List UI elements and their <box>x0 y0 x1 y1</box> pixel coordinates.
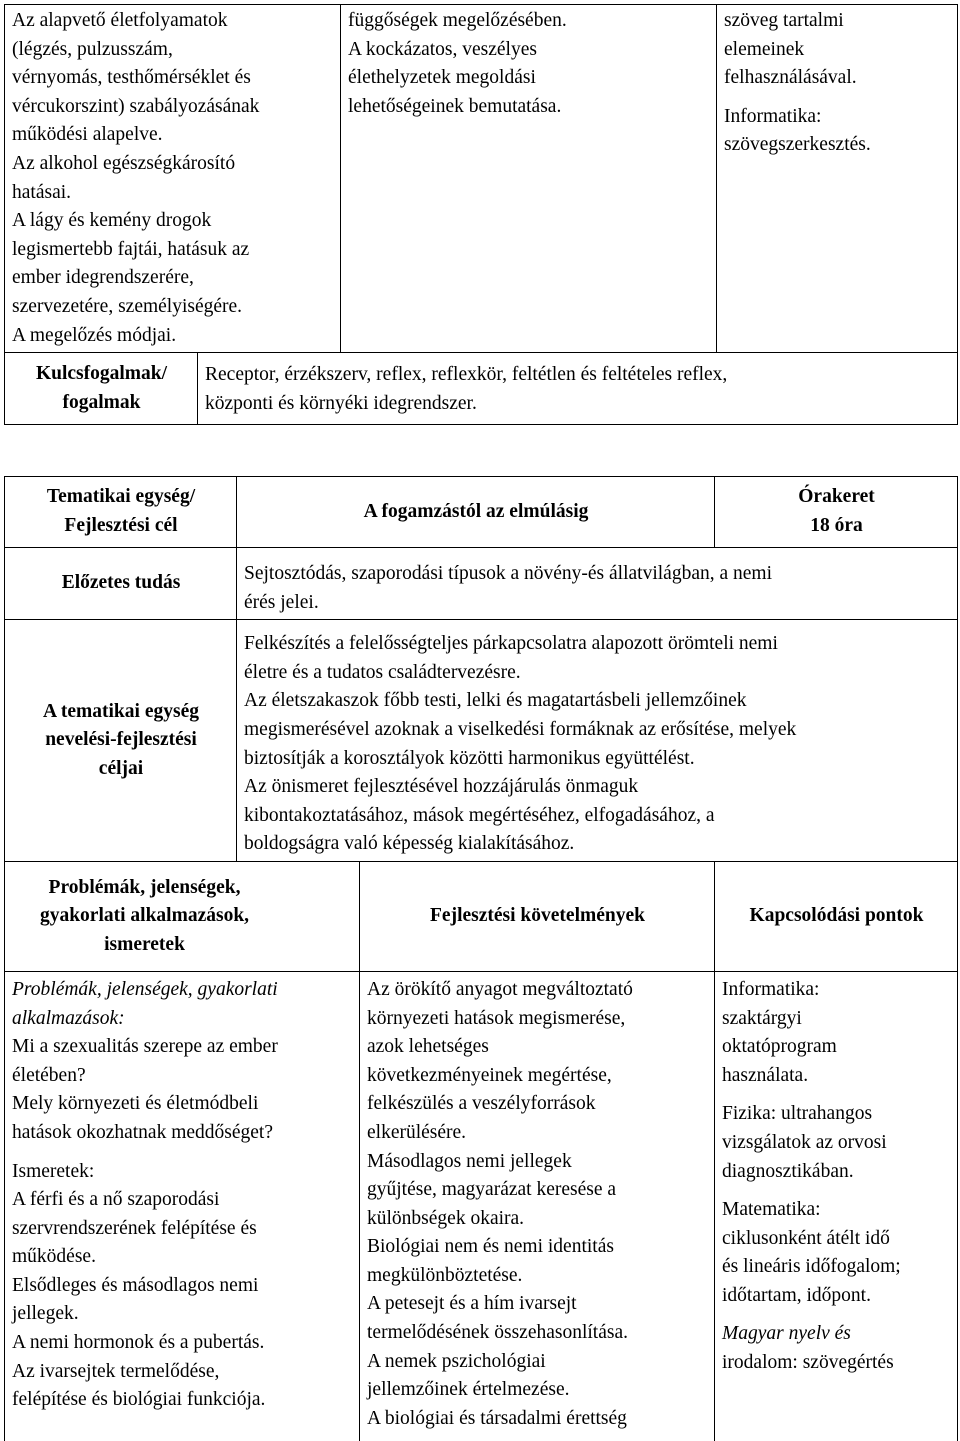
text-line: életében? <box>12 1064 86 1086</box>
text-line: függőségek megelőzésében. <box>348 10 567 31</box>
text-line: vércukorszint) szabályozásának <box>12 95 260 117</box>
text-line: Biológiai nem és nemi identitás <box>367 1236 614 1258</box>
text-line: központi és környéki idegrendszer. <box>205 392 477 414</box>
text-line: A férfi és a nő szaporodási <box>12 1189 220 1211</box>
text-line: vérnyomás, testhőmérséklet és <box>12 67 251 89</box>
text-line: Az alapvető életfolyamatok <box>12 10 228 31</box>
knowledge-heading: Ismeretek: <box>12 1160 95 1182</box>
text-line: szövegszerkesztés. <box>724 134 871 156</box>
text-line: felépítése és biológiai funkciója. <box>12 1389 266 1411</box>
text-line: boldogságra való képesség kialakításához. <box>244 833 575 855</box>
text-line: legismertebb fajtái, hatásuk az <box>12 238 250 260</box>
text-line: következményeinek megértése, <box>367 1064 612 1086</box>
text-line: Sejtosztódás, szaporodási típusok a növény-és állatvilágban, a nemi <box>244 563 772 584</box>
unit-title: A fogamzástól az elmúlásig <box>237 477 715 548</box>
hours-label: Órakeret <box>798 486 875 508</box>
prior-knowledge-text <box>237 548 958 620</box>
key-concepts-text <box>198 353 958 425</box>
text-line: A biológiai és társadalmi érettség <box>367 1407 627 1429</box>
label-line: nevelési-fejlesztési <box>45 729 197 751</box>
col-header-requirements: Fejlesztési követelmények <box>360 861 715 971</box>
text-line: lehetőségeinek bemutatása. <box>348 95 562 117</box>
col-header-links: Kapcsolódási pontok <box>715 861 958 971</box>
text-line: szervrendszerének felépítése és <box>12 1217 257 1239</box>
text-line: Mely környezeti és életmódbeli <box>12 1093 259 1115</box>
header-line: ismeretek <box>104 933 185 955</box>
text-line: működési alapelve. <box>12 124 163 146</box>
text-line: A nemek pszichológiai <box>367 1350 546 1372</box>
hours-cell <box>715 477 958 548</box>
text-line: és lineáris időfogalom; <box>722 1256 901 1278</box>
text-line: szöveg tartalmi <box>724 10 844 31</box>
text-line: Az ivarsejtek termelődése, <box>12 1360 220 1382</box>
links-cell <box>715 971 958 1441</box>
problems-knowledge-cell <box>5 971 360 1441</box>
text-line: Másodlagos nemi jellegek <box>367 1150 572 1172</box>
text-line: Matematika: <box>722 1199 821 1221</box>
text-line: működése. <box>12 1246 96 1268</box>
text-line: hatások okozhatnak meddőséget? <box>12 1121 273 1143</box>
label-line: céljai <box>98 757 144 779</box>
literature-italic: Magyar nyelv és <box>722 1323 851 1345</box>
text-line: irodalom: szövegértés <box>722 1352 894 1374</box>
problems-heading: alkalmazások: <box>12 1007 125 1029</box>
text-line: élethelyzetek megoldási <box>348 67 536 89</box>
text-line: szaktárgyi <box>722 1007 802 1029</box>
text-line: A megelőzés módjai. <box>12 324 177 346</box>
prior-topics-cell <box>5 5 341 353</box>
header-line: gyakorlati alkalmazások, <box>39 905 250 927</box>
text-line: hatásai. <box>12 181 72 203</box>
text-line: diagnosztikában. <box>722 1160 854 1182</box>
text-line: A kockázatos, veszélyes <box>348 38 537 60</box>
thematic-unit-table <box>4 476 958 1441</box>
text-line: különbségek okaira. <box>367 1207 525 1229</box>
label-line: Kulcsfogalmak/ <box>35 363 168 385</box>
goals-label <box>5 620 237 862</box>
text-line: Receptor, érzékszerv, reflex, reflexkör, feltétlen és feltételes reflex, <box>205 364 728 386</box>
text-line: oktatóprogram <box>722 1036 837 1058</box>
text-line: Elsődleges és másodlagos nemi <box>12 1274 259 1296</box>
text-line: vizsgálatok az orvosi <box>722 1131 887 1153</box>
goals-text <box>237 620 958 862</box>
text-line: jellegek. <box>12 1303 79 1325</box>
text-line: gyűjtése, magyarázat keresése a <box>367 1179 617 1201</box>
prior-links-cell <box>717 5 958 353</box>
col-header-problems <box>5 861 360 971</box>
label-line: fogalmak <box>62 391 141 413</box>
text-line: Informatika: <box>724 105 822 127</box>
text-line: Az önismeret fejlesztésével hozzájárulás önmaguk <box>244 776 639 798</box>
text-line: Az életszakaszok főbb testi, lelki és magatartásbeli jellemzőinek <box>244 690 747 712</box>
text-line: azok lehetséges <box>367 1036 489 1058</box>
unit-label <box>5 477 237 548</box>
text-line: Fizika: ultrahangos <box>722 1103 873 1125</box>
text-line: elemeinek <box>724 38 805 60</box>
text-line: (légzés, pulzusszám, <box>12 38 173 60</box>
text-line: ciklusonként átélt idő <box>722 1227 890 1249</box>
text-line: elkerülésére. <box>367 1121 467 1143</box>
text-line: ember idegrendszerére, <box>12 267 194 289</box>
label-line: Tematikai egység/ <box>46 486 196 508</box>
text-line: felkészülés a veszélyforrások <box>367 1093 596 1115</box>
text-line: használata. <box>722 1064 809 1086</box>
hours-value: 18 óra <box>810 515 863 536</box>
text-line: biztosítják a korosztályok közötti harmonikus együttélést. <box>244 747 695 769</box>
text-line: Felkészítés a felelősségteljes párkapcsolatra alapozott örömteli nemi <box>244 633 778 655</box>
text-line: Informatika: <box>722 978 820 1000</box>
text-line: szervezetére, személyiségére. <box>12 295 243 317</box>
text-line: jellemzőinek értelmezése. <box>367 1379 570 1401</box>
text-line: A nemi hormonok és a pubertás. <box>12 1332 265 1354</box>
text-line: A petesejt és a hím ivarsejt <box>367 1293 577 1315</box>
text-line: megismerésével azoknak a viselkedési formáknak az erősítése, melyek <box>244 718 797 740</box>
requirements-cell <box>360 971 715 1441</box>
text-line: Az alkohol egészségkárosító <box>12 152 236 174</box>
text-line: időtartam, időpont. <box>722 1284 871 1306</box>
text-line: kibontakoztatásához, mások megértéséhez, elfogadásához, a <box>244 804 715 826</box>
previous-unit-table <box>4 4 958 425</box>
text-line: Mi a szexualitás szerepe az ember <box>12 1036 278 1058</box>
text-line: környezeti hatások megismerése, <box>367 1007 626 1029</box>
label-line: Fejlesztési cél <box>64 515 178 536</box>
header-line: Problémák, jelenségek, <box>48 876 241 898</box>
problems-heading: Problémák, jelenségek, gyakorlati <box>12 978 278 1000</box>
text-line: érés jelei. <box>244 591 319 613</box>
text-line: életre és a tudatos családtervezésre. <box>244 661 521 683</box>
text-line: termelődésének összehasonlítása. <box>367 1322 628 1344</box>
text-line: megkülönböztetése. <box>367 1264 523 1286</box>
prior-requirements-cell <box>341 5 717 353</box>
key-concepts-label <box>5 353 198 425</box>
text-line: Az örökítő anyagot megváltoztató <box>367 978 633 1000</box>
text-line: A lágy és kemény drogok <box>12 210 212 232</box>
label-line: A tematikai egység <box>43 700 199 722</box>
prior-knowledge-label: Előzetes tudás <box>5 548 237 620</box>
text-line: felhasználásával. <box>724 67 857 89</box>
